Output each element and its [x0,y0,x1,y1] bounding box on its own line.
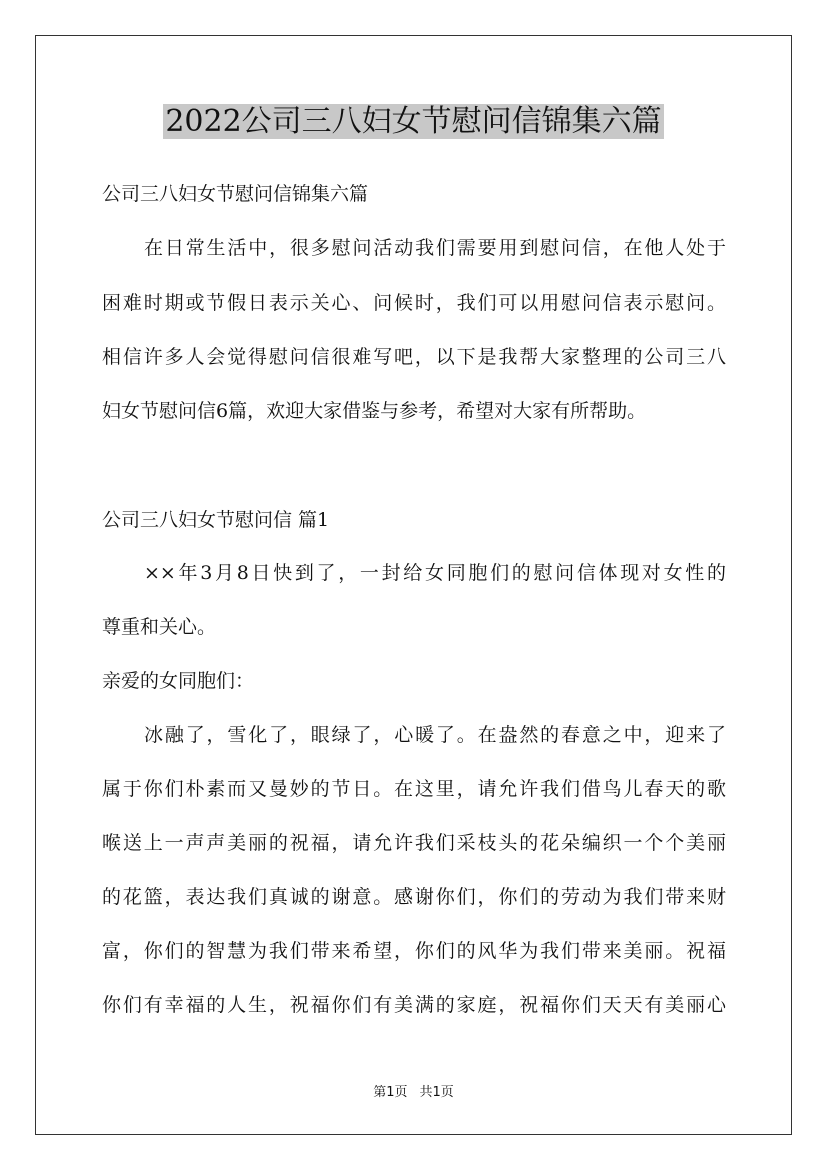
page-footer [0,1084,827,1102]
document-title-text: 2022公司三八妇女节慰问信锦集六篇 [165,104,662,139]
document-title [0,100,827,144]
intro-line: 相信许多人会觉得慰问信很难写吧，以下是我帮大家整理的公司三八 [102,346,726,368]
body-line: 冰融了，雪化了，眼绿了，心暖了。在盎然的春意之中，迎来了 [144,724,726,746]
intro-line: 困难时期或节假日表示关心、问候时，我们可以用慰问信表示慰问。 [102,292,726,314]
page-number-current: 第1页 [373,1085,408,1100]
intro-line: 在日常生活中，很多慰问活动我们需要用到慰问信，在他人处于 [144,237,726,259]
body-line: 的花篮，表达我们真诚的谢意。感谢你们，你们的劳动为我们带来财 [102,886,726,908]
body-line: 属于你们朴素而又曼妙的节日。在这里，请允许我们借鸟儿春天的歌 [102,778,726,800]
section-heading: 公司三八妇女节慰问信 篇1 [102,509,330,531]
document-subtitle: 公司三八妇女节慰问信锦集六篇 [102,183,369,205]
page-number-total: 共1页 [419,1085,454,1100]
body-line: 喉送上一声声美丽的祝福，请允许我们采枝头的花朵编织一个个美丽 [102,832,726,854]
body-line: 富，你们的智慧为我们带来希望，你们的风华为我们带来美丽。祝福 [102,940,726,962]
body-line: 你们有幸福的人生，祝福你们有美满的家庭，祝福你们天天有美丽心 [102,994,726,1016]
intro-line: 妇女节慰问信6篇，欢迎大家借鉴与参考，希望对大家有所帮助。 [102,400,647,422]
salutation: 亲爱的女同胞们： [102,670,255,692]
section-intro-line: 尊重和关心。 [102,616,217,638]
section-intro-line: ××年3月8日快到了，一封给女同胞们的慰问信体现对女性的 [144,562,726,584]
